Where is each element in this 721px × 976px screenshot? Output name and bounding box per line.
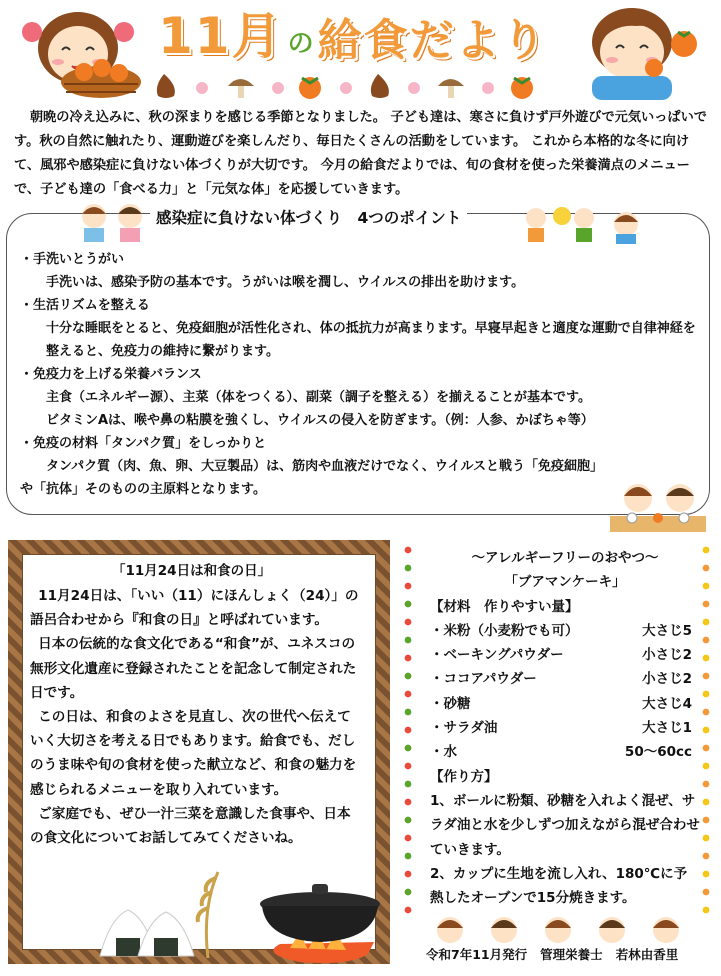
border-dot xyxy=(703,727,710,734)
title-month: 11月 xyxy=(158,7,284,65)
ingredient-row xyxy=(430,716,700,740)
border-dot xyxy=(703,601,710,608)
recipe-step: 1、ボールに粉類、砂糖を入れよく混ぜ、サラダ油と水を少しずつ加えながら混ぜ合わせていきます。 xyxy=(430,792,700,858)
border-dot xyxy=(703,619,710,626)
border-dot xyxy=(405,781,412,788)
border-dot xyxy=(405,799,412,806)
ingredient-amount: 大さじ1 xyxy=(642,720,692,737)
border-dot xyxy=(703,745,710,752)
border-dot xyxy=(703,889,710,896)
boy-eating-persimmon-illustration xyxy=(566,2,716,102)
author-role: 管理栄養士 xyxy=(540,947,603,962)
point-item xyxy=(20,294,702,363)
rice-pot-icon xyxy=(260,884,380,963)
border-dot xyxy=(405,601,412,608)
border-dot xyxy=(405,907,412,914)
point-item xyxy=(20,432,702,501)
rice-ball-and-pot-illustration xyxy=(90,868,380,964)
border-dot xyxy=(703,637,710,644)
children-washing-hands-illustration xyxy=(76,200,152,244)
border-dot xyxy=(405,853,412,860)
ingredient-amount: 50～60cc xyxy=(624,744,692,761)
point-body: タンパク質（肉、魚、卵、大豆製品）は、筋肉や血液だけでなく、ウイルスと戦う「免疫細胞」や「抗体」そのものの主原料となります。 xyxy=(20,459,604,497)
rice-ball-icon xyxy=(100,910,194,956)
point-title: ・手洗いとうがい xyxy=(20,252,125,267)
mushroom-icon xyxy=(438,79,464,98)
point-title: ・生活リズムを整える xyxy=(20,298,150,313)
border-dot xyxy=(703,871,710,878)
recipe-subtitle: ～アレルギーフリーのおやつ～ xyxy=(471,550,659,566)
border-dot xyxy=(703,655,710,662)
border-dot xyxy=(405,763,412,770)
points-heading: 感染症に負けない体づくり 4つのポイント xyxy=(150,206,467,228)
children-exercising-illustration xyxy=(522,200,652,246)
washoku-title: 「11月24日は和食の日」 xyxy=(112,563,272,579)
intro-paragraph xyxy=(14,106,709,202)
child-face-icon xyxy=(437,917,463,943)
border-dot xyxy=(405,835,412,842)
title-rest: 給食だより xyxy=(317,15,548,66)
border-dot xyxy=(405,637,412,644)
washoku-paragraph: ご家庭でも、ぜひ一汁三菜を意識した食事や、日本の食文化についてお話してみてくださいね。 xyxy=(30,805,351,847)
rice-plant-icon xyxy=(198,872,218,958)
point-body: 十分な睡眠をとると、免疫細胞が活性化され、体の抵抗力が高まります。早寝早起きと適度な運動で自律神経を整えると、免疫力の維持に繋がります。 xyxy=(46,321,696,359)
ingredient-name: ・サラダ油 xyxy=(430,720,498,737)
ingredient-row xyxy=(430,667,700,691)
border-dot xyxy=(405,583,412,590)
girl-with-persimmon-basket-illustration xyxy=(6,4,152,100)
autumn-decoration-row xyxy=(150,68,570,102)
ingredient-amount: 小さじ2 xyxy=(642,671,692,688)
border-dot xyxy=(703,763,710,770)
washoku-paragraph: 11月24日は、「いい（11）にほんしょく（24）」の語呂合わせから『和食の日』と呼ばれています。 xyxy=(30,588,359,629)
newsletter-title xyxy=(158,6,548,68)
children-eating-illustration xyxy=(608,478,708,536)
border-dot xyxy=(703,781,710,788)
border-dot xyxy=(405,673,412,680)
point-body: ビタミンAは、喉や鼻の粘膜を強くし、ウイルスの侵入を防ぎます。（例：人参、かぼちゃ等） xyxy=(46,413,594,428)
washoku-paragraph: 日本の伝統的な食文化である“和食”が、ユネスコの無形文化遺産に登録されたことを記念して制定された日です。 xyxy=(30,636,357,701)
ingredient-name: ・ココアパウダー xyxy=(430,671,537,688)
border-dot xyxy=(703,907,710,914)
ingredient-name: ・米粉（小麦粉でも可） xyxy=(430,622,579,639)
title-particle: の xyxy=(287,29,314,59)
border-dot xyxy=(405,655,412,662)
recipe-panel xyxy=(430,546,700,910)
points-list xyxy=(20,248,702,501)
border-dot xyxy=(703,691,710,698)
point-title: ・免疫力を上げる栄養バランス xyxy=(20,367,202,382)
newsletter-footer xyxy=(426,945,678,963)
ingredient-row xyxy=(430,643,700,667)
border-dot xyxy=(703,547,710,554)
child-face-icon xyxy=(653,917,679,943)
border-dot xyxy=(405,889,412,896)
point-item xyxy=(20,363,702,432)
border-dot xyxy=(405,709,412,716)
flower-icon xyxy=(482,82,494,94)
chestnut-icon xyxy=(157,74,175,98)
washoku-body xyxy=(30,584,360,850)
children-faces-row xyxy=(428,912,698,944)
flower-icon xyxy=(196,82,208,94)
border-dot xyxy=(703,673,710,680)
point-item xyxy=(20,248,702,294)
mushroom-icon xyxy=(228,79,254,98)
issue-date: 令和7年11月発行 xyxy=(426,947,528,962)
washoku-paragraph: この日は、和食のよさを見直し、次の世代へ伝えていく大切さを考える日でもあります。給食でも、だしのうま味や旬の食材を使った献立など、和食の魅力を感じられるメニューを取り入れています。 xyxy=(30,709,357,798)
recipe-name: 「ブアマンケーキ」 xyxy=(504,574,626,591)
border-dot xyxy=(703,835,710,842)
border-dot xyxy=(703,565,710,572)
point-title: ・免疫の材料「タンパク質」をしっかりと xyxy=(20,436,267,451)
border-dot xyxy=(703,817,710,824)
flower-icon xyxy=(340,82,352,94)
child-face-icon xyxy=(599,917,625,943)
flower-icon xyxy=(408,82,420,94)
child-face-icon xyxy=(545,917,571,943)
flower-icon xyxy=(272,82,284,94)
border-dot xyxy=(703,799,710,806)
author-name: 若林由香里 xyxy=(615,947,679,962)
persimmon-icon xyxy=(299,77,321,99)
child-face-icon xyxy=(491,917,517,943)
ingredient-row xyxy=(430,740,700,764)
border-dot xyxy=(703,853,710,860)
ingredient-amount: 大さじ5 xyxy=(642,622,692,639)
border-dot xyxy=(405,547,412,554)
border-dot xyxy=(405,745,412,752)
chestnut-icon xyxy=(371,74,389,98)
border-dot xyxy=(405,871,412,878)
persimmon-icon xyxy=(511,77,533,99)
ingredient-amount: 大さじ4 xyxy=(642,695,692,712)
ingredient-row xyxy=(430,619,700,643)
border-dot xyxy=(703,709,710,716)
border-dot xyxy=(703,583,710,590)
method-heading: 【作り方】 xyxy=(430,768,498,785)
border-dot xyxy=(405,691,412,698)
border-dot xyxy=(405,619,412,626)
ingredient-name: ・砂糖 xyxy=(430,695,471,712)
border-dot xyxy=(405,817,412,824)
recipe-step: 2、カップに生地を流し入れ、180℃に予熱したオーブンで15分焼きます。 xyxy=(430,865,688,907)
ingredients-heading: 【材料 作りやすい量】 xyxy=(430,598,579,615)
intro-text: 朝晩の冷え込みに、秋の深まりを感じる季節となりました。 子ども達は、寒さに負けず戸外遊びで元気いっぱいです。秋の自然に触れたり、運動遊びを楽しんだり、毎日たくさんの活動をしています。 これから本格的な冬に向けて、風邪や感染症に負けない体づくりが大切です。 今月の給食だよりでは、旬の食材を使った栄養満点のメニューで、子ども達の「食べる力」と「元気な体」を応援していきます。 xyxy=(14,110,707,197)
border-dot xyxy=(405,565,412,572)
ingredient-row xyxy=(430,692,700,716)
ingredient-amount: 小さじ2 xyxy=(642,647,692,664)
border-dot xyxy=(405,727,412,734)
point-body: 手洗いは、感染予防の基本です。うがいは喉を潤し、ウイルスの排出を助けます。 xyxy=(46,275,525,290)
point-body: 主食（エネルギー源）、主菜（体をつくる）、副菜（調子を整える）を揃えることが基本です。 xyxy=(46,390,591,405)
ingredient-name: ・ベーキングパウダー xyxy=(430,647,564,664)
ingredient-name: ・水 xyxy=(430,744,457,761)
